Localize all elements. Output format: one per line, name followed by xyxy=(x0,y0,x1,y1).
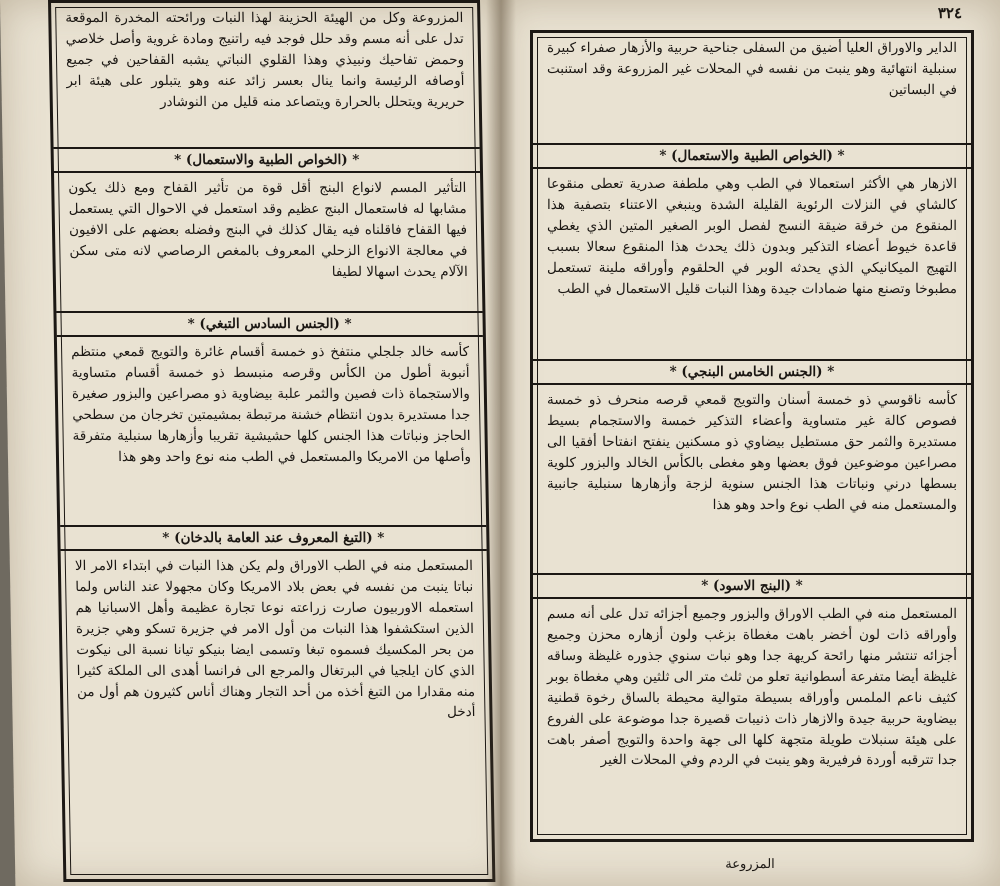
catchword: المزروعة xyxy=(725,857,775,872)
right-section-2-heading: * (الجنس الخامس البنجي) * xyxy=(533,359,971,385)
left-section-1-body xyxy=(54,173,482,311)
right-section-2-body xyxy=(533,385,971,573)
left-section-3-heading: * (التبغ المعروف عند العامة بالدخان) * xyxy=(60,525,486,551)
left-page-frame xyxy=(48,0,495,882)
right-section-1-paragraph: الازهار هي الأكثر استعمالا في الطب وهي ملطفة صدرية تعطى منقوعا كالشاي في النزلات الرئوية القليلة الشدة وينبغي الاعتناء بتصفية هذا المنقوع من خرقة ضيقة النسج لفصل الوبر الصغير المتين الذي يغطي قاعدة خيوط أعضاء التذكير وبدون ذلك يحدث هذا المنقوع سعالا بسبب التهيج الميكانيكي الذي يحدثه الوبر في الحلقوم وأوراقه ملينة تستعمل مطبوخا وتصنع منها ضمادات جيدة وهذا النبات قليل الاستعمال في الطب xyxy=(547,176,957,297)
left-section-2-heading: * (الجنس السادس التبغي) * xyxy=(56,311,482,337)
right-intro-paragraph: الداير والاوراق العليا أضيق من السفلى جناحية حربية والأزهار صفراء كبيرة سنبلية انتهائية وهو ينبت من نفسه في المحلات غير المزروعة وقد استنبت في البساتين xyxy=(547,40,957,98)
left-section-1-paragraph: التأثير المسم لانواع البنج أقل قوة من تأثير القفاح ومع ذلك يكون مشابها له فاستعمال البنج عظيم وقد استعمل في الاحوال التي يستعمل فيها القفاح فاقلناه فيه يقال كذلك في البنج وفضله بعضهم على الافيون في معالجة الانواع الزحلي المعروف بالمغص الرصاصي لانه متى سكن الآلام يحدث اسهالا لطيفا xyxy=(68,180,468,280)
right-intro-text xyxy=(533,33,971,143)
left-intro-paragraph: المزروعة وكل من الهيئة الحزينة لهذا النبات ورائحته المخدرة الموقعة تدل على أنه مسم وقد حلل فوجد فيه راتنيج ومادة غروية وأصل خلاصي وحمض تفاحيك ونبيذي وهذا القلوي النباتي يشبه القفاحين في جميع أوصافه الرئيسة وانما ينال بعسر زائد عنه وهو يتبلور على هيئة ابر حريرية ويتحلل بالحرارة ويتصاعد منه قليل من النوشادر xyxy=(65,10,465,110)
right-section-3-heading: * (البنج الاسود) * xyxy=(533,573,971,599)
right-page xyxy=(500,0,1000,886)
right-page-frame xyxy=(530,30,974,842)
left-section-3-paragraph: المستعمل منه في الطب الاوراق ولم يكن هذا النبات في ابتداء الامر الا نباتا ينبت من نفسه في بعض بلاد الامريكا وكان مجهولا عند الناس ولما استعمله الاوربيون صارت زراعته نوعا تجارة عظيمة وأهل الاسبانيا هم الذين استكشفوا هذا النبات من أول الامر في جزيرة تسكو وهي جزيرة من بحر المكسيك فسموه تبغا وتسمى ايضا بنيكو تيانا نسبة الى نيكوت الذي كان ايلجيا في البرتغال والمرجع الى فرانسا أهدى الى الملكة كثيرا منه مقدارا من التبغ أخذه من أحد التجار وهناك أناس كثيرون هم أول من أدخل xyxy=(74,558,476,721)
left-section-1-heading: * (الخواص الطبية والاستعمال) * xyxy=(54,147,480,173)
right-section-3-paragraph: المستعمل منه في الطب الاوراق والبزور وجميع أجزائه تدل على أنه مسم وأوراقه ذات لون أخضر باهت مغطاة بزغب ولون أزهاره محزن وجميع أجزائه تنتشر منها رائحة كريهة جدا وهو نبات سنوي جذوره غليظة وساقه غليظة أيضا متفرعة أسطوانية تعلو من ثلث متر الى ثلثين وهي مغطاة بوبر كثيف ناعم الملمس وأوراقه بسيطة متوالية محيطة بالساق رخوة قطنية بيضاوية حربية جيدة والازهار ذات ذنيبات قصيرة جدا موضوعة على الفروع على هيئة سنبلات طويلة متجهة كلها الى جهة واحدة والتويج أصفر باهت جدا تترقبه أوردة فرفيرية وهو ينبت في الردم وفي المحلات الغير xyxy=(547,606,957,769)
left-section-3-body xyxy=(61,551,493,879)
right-section-1-heading: * (الخواص الطبية والاستعمال) * xyxy=(533,143,971,169)
left-intro-text xyxy=(51,3,480,147)
page-number: ٣٢٤ xyxy=(937,4,962,22)
right-section-2-paragraph: كأسه ناقوسي ذو خمسة أسنان والتويج قمعي قرصه منحرف ذو خمسة فصوص كالة غير متساوية وأعضاء التذكير خمسة والاستجمام بسيط مستديرة والثمر حق مستطيل بيضاوي ذو مسكنين ينفتح انفتاحا أفقيا الى مصراعين موضوعين فوق بعضها وهو مغطى بالكأس الخالد والبزور كلوية بسطها درني ونباتات هذا الجنس سنوية لزجة وأزهارها سنبلية جانبية والمستعمل منه في الطب نوع واحد وهو هذا xyxy=(547,392,957,513)
left-section-2-body xyxy=(57,337,486,525)
left-section-2-paragraph: كأسه خالد جلجلي منتفخ ذو خمسة أقسام غائرة والتويج قمعي منتظم أنبوبة أطول من الكأس وقرصه منبسط ذو خمسة أقسام متساوية والاستجماة ذات فصين والثمر علبة بيضاوية ذو مصراعين والبزور صغيرة جدا مستديرة بدون انتظام خشنة مرتبطة بمشيمتين تخرجان من سطحي الحاجز ونباتات هذا الجنس كلها حشيشية تقريبا وأزهارها سنبلية متفرقة وأصلها من الامريكا والمستعمل في الطب منه نوع واحد وهو هذا xyxy=(71,344,472,465)
book-gutter xyxy=(486,0,516,886)
right-section-3-body xyxy=(533,599,971,839)
right-section-1-body xyxy=(533,169,971,359)
